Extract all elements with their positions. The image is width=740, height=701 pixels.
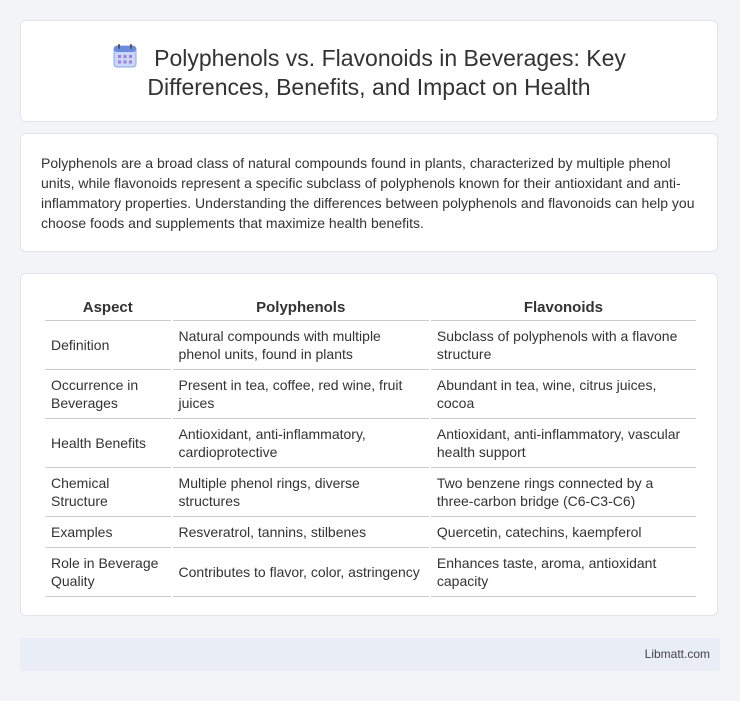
table-row <box>45 468 696 517</box>
table-row <box>45 370 696 419</box>
polyphenols-cell: Antioxidant, anti-inflammatory, cardioprotective <box>173 419 429 468</box>
table-row <box>45 517 696 548</box>
comparison-table-card <box>20 273 718 616</box>
footer-bar <box>20 638 720 671</box>
flavonoids-cell: Abundant in tea, wine, citrus juices, cocoa <box>431 370 696 419</box>
polyphenols-cell: Present in tea, coffee, red wine, fruit juices <box>173 370 429 419</box>
table-row <box>45 321 696 370</box>
calendar-icon <box>112 43 138 69</box>
aspect-cell: Definition <box>45 321 171 370</box>
aspect-cell: Chemical Structure <box>45 468 171 517</box>
aspect-cell: Health Benefits <box>45 419 171 468</box>
table-row <box>45 419 696 468</box>
aspect-cell: Occurrence in Beverages <box>45 370 171 419</box>
header-aspect: Aspect <box>45 296 171 321</box>
flavonoids-cell: Enhances taste, aroma, antioxidant capacity <box>431 548 696 597</box>
intro-card <box>20 133 718 252</box>
flavonoids-cell: Subclass of polyphenols with a flavone structure <box>431 321 696 370</box>
flavonoids-cell: Quercetin, catechins, kaempferol <box>431 517 696 548</box>
aspect-cell: Role in Beverage Quality <box>45 548 171 597</box>
aspect-cell: Examples <box>45 517 171 548</box>
table-header-row <box>45 296 696 321</box>
comparison-table <box>43 296 698 597</box>
polyphenols-cell: Contributes to flavor, color, astringency <box>173 548 429 597</box>
header-flavonoids: Flavonoids <box>431 296 696 321</box>
page-title-text: Polyphenols vs. Flavonoids in Beverages: Key Differences, Benefits, and Impact on Health <box>147 45 626 100</box>
intro-paragraph: Polyphenols are a broad class of natural compounds found in plants, characterized by multiple phenol units, while flavonoids represent a specific subclass of polyphenols known for their antioxidant and anti-inflammatory properties. Understanding the differences between polyphenols and flavonoids can help you choose foods and supplements that maximize health benefits. <box>41 155 695 231</box>
title-card <box>20 20 718 122</box>
header-polyphenols: Polyphenols <box>173 296 429 321</box>
page-title <box>21 21 717 102</box>
polyphenols-cell: Natural compounds with multiple phenol units, found in plants <box>173 321 429 370</box>
polyphenols-cell: Resveratrol, tannins, stilbenes <box>173 517 429 548</box>
footer-brand[interactable]: Libmatt.com <box>644 647 710 661</box>
flavonoids-cell: Antioxidant, anti-inflammatory, vascular health support <box>431 419 696 468</box>
table-row <box>45 548 696 597</box>
flavonoids-cell: Two benzene rings connected by a three-carbon bridge (C6-C3-C6) <box>431 468 696 517</box>
polyphenols-cell: Multiple phenol rings, diverse structures <box>173 468 429 517</box>
